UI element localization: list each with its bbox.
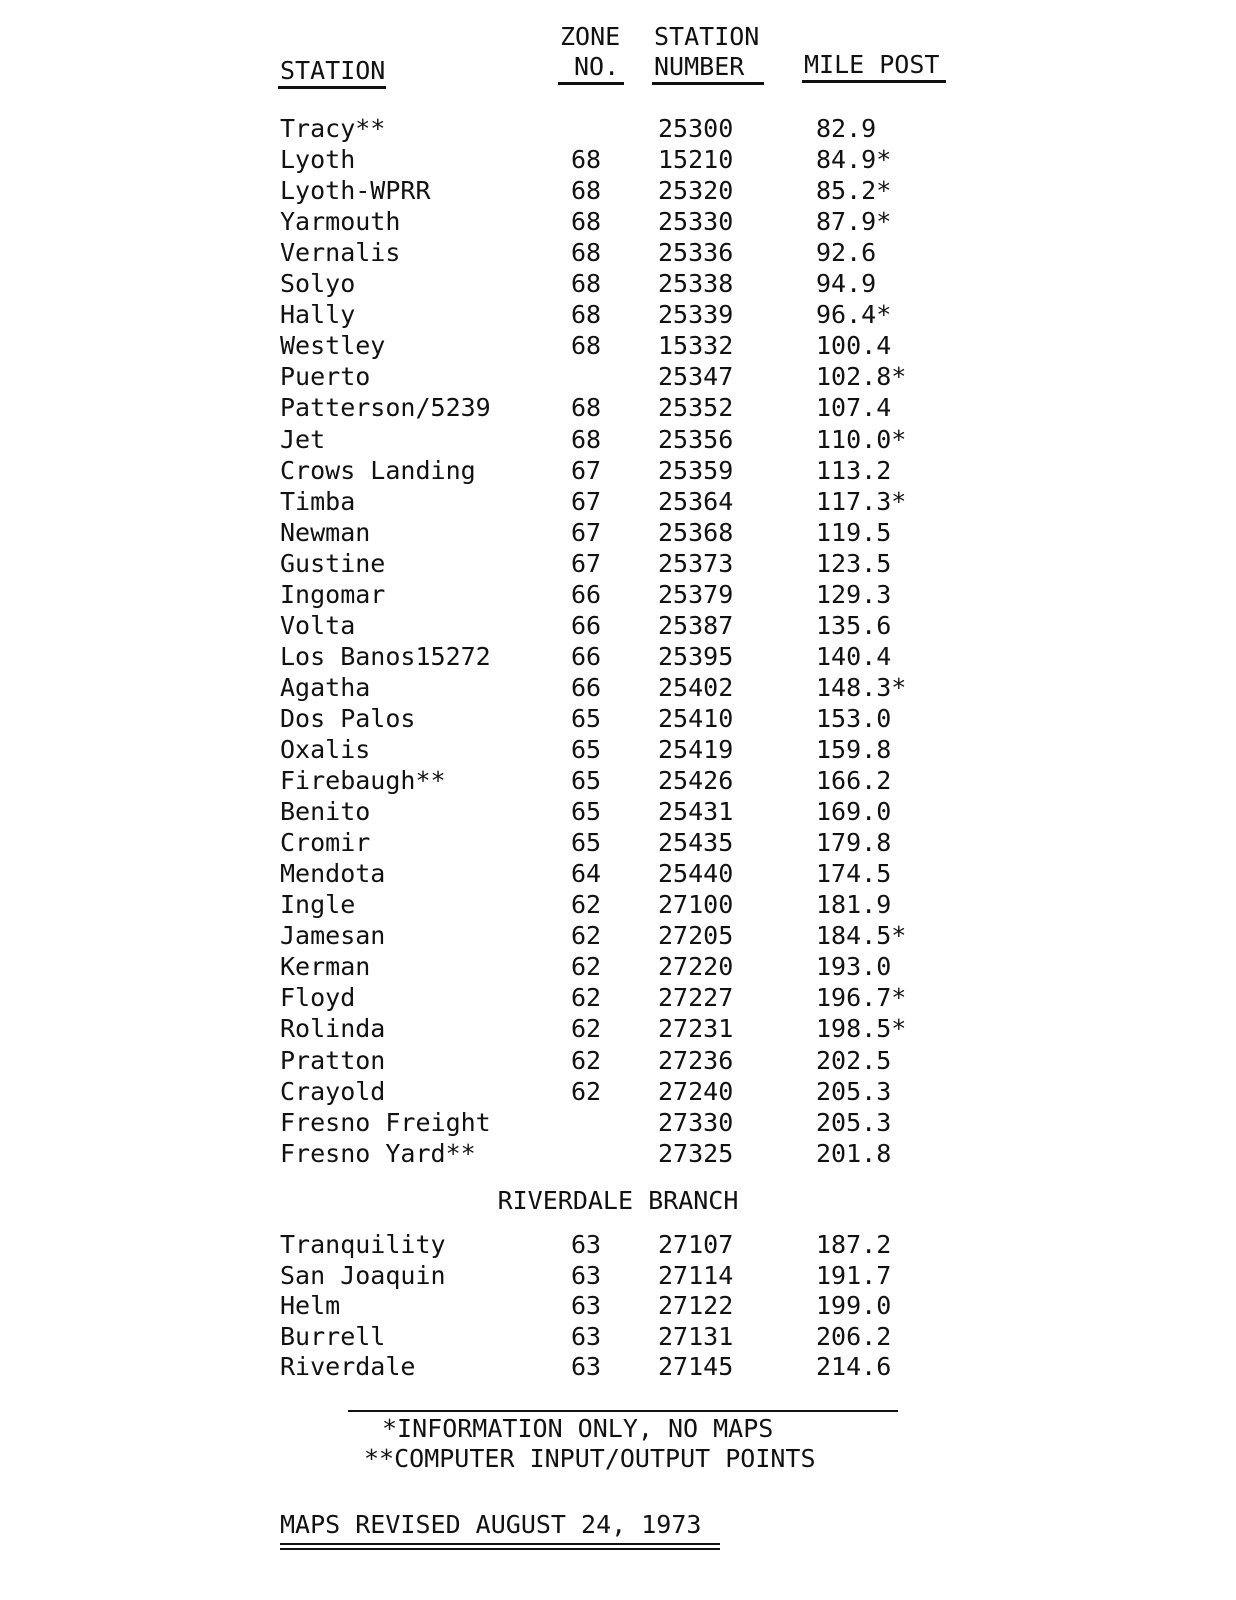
table-row [0,1351,1236,1382]
mile-post: 119.5 [816,517,892,547]
station-number: 25379 [658,579,734,609]
station-name: Jamesan [280,921,386,951]
station-name: Riverdale [280,1352,416,1382]
mile-post: 87.9* [816,207,892,237]
table-row [0,486,1236,517]
mile-post: 94.9 [816,269,877,299]
table-row [0,1321,1236,1352]
table-row [0,1107,1236,1138]
station-number: 25410 [658,703,734,733]
zone-number: 63 [570,1321,602,1351]
station-number: 25336 [658,238,734,268]
station-name: Agatha [280,672,371,702]
station-name: Jet [280,424,326,454]
mile-post: 205.3 [816,1107,892,1137]
station-number: 25387 [658,610,734,640]
station-number: 25352 [658,393,734,423]
station-name: Pratton [280,1045,386,1075]
mile-post: 193.0 [816,952,892,982]
header-station-underline [278,86,386,89]
station-number: 27122 [658,1291,734,1321]
station-number: 27107 [658,1230,734,1259]
zone-number: 68 [570,269,602,299]
zone-number: 67 [570,517,602,547]
mile-post: 199.0 [816,1291,892,1321]
header-mile-underline [802,80,946,83]
zone-number: 66 [570,610,602,640]
zone-number: 65 [570,797,602,827]
station-name: Los Banos15272 [280,641,491,671]
station-name: Firebaugh** [280,766,446,796]
zone-number: 63 [570,1352,602,1382]
table-row [0,920,1236,951]
station-name: Yarmouth [280,207,401,237]
mile-post: 214.6 [816,1352,892,1382]
station-number: 27325 [658,1138,734,1168]
station-name: Patterson/5239 [280,393,491,423]
station-number: 25356 [658,424,734,454]
station-number: 27236 [658,1045,734,1075]
station-name: Lyoth [280,145,356,175]
header-mile-post: MILE POST [804,50,940,79]
table-row [0,175,1236,206]
header-zone-underline [558,82,624,85]
table-row [0,982,1236,1013]
maps-revised-date: MAPS REVISED AUGUST 24, 1973 [280,1510,702,1539]
station-name: Rolinda [280,1014,386,1044]
station-number: 25431 [658,797,734,827]
station-name: San Joaquin [280,1260,446,1290]
station-number: 25338 [658,269,734,299]
mile-post: 84.9* [816,145,892,175]
zone-number: 66 [570,672,602,702]
zone-number: 62 [570,1014,602,1044]
station-name: Oxalis [280,735,371,764]
branch-title: RIVERDALE BRANCH [497,1186,739,1215]
mile-post: 166.2 [816,766,892,796]
table-row [0,1229,1236,1260]
zone-number: 62 [570,983,602,1013]
station-name: Westley [280,331,386,361]
station-name: Kerman [280,952,371,982]
station-number: 25300 [658,114,734,143]
table-row [0,579,1236,610]
mile-post: 191.7 [816,1260,892,1290]
mile-post: 135.6 [816,610,892,640]
zone-number: 66 [570,579,602,609]
station-name: Vernalis [280,238,401,268]
table-row [0,1260,1236,1291]
station-name: Benito [280,797,371,827]
station-number: 15210 [658,145,734,175]
mile-post: 123.5 [816,548,892,578]
station-name: Solyo [280,269,356,299]
station-name: Mendota [280,859,386,889]
table-row [0,206,1236,237]
table-row [0,827,1236,858]
zone-number: 62 [570,921,602,951]
zone-number: 65 [570,828,602,858]
zone-number: 63 [570,1230,602,1259]
station-name: Puerto [280,362,371,392]
table-row [0,517,1236,548]
station-name: Timba [280,486,356,516]
station-number: 25330 [658,207,734,237]
mile-post: 198.5* [816,1014,907,1044]
table-row [0,1290,1236,1321]
station-number: 27240 [658,1076,734,1106]
station-name: Newman [280,517,371,547]
zone-number: 62 [570,890,602,920]
mile-post: 159.8 [816,735,892,764]
station-name: Crayold [280,1076,386,1106]
footnote-double-asterisk: **COMPUTER INPUT/OUTPUT POINTS [364,1444,816,1473]
footnote-rule [348,1410,898,1412]
zone-number: 68 [570,424,602,454]
mile-post: 196.7* [816,983,907,1013]
station-name: Dos Palos [280,703,416,733]
station-number: 25402 [658,672,734,702]
header-number-underline [652,82,764,85]
station-name: Burrell [280,1321,386,1351]
zone-number: 67 [570,455,602,485]
station-name: Gustine [280,548,386,578]
table-row [0,1045,1236,1076]
station-number: 25320 [658,176,734,206]
mile-post: 153.0 [816,703,892,733]
mile-post: 129.3 [816,579,892,609]
station-name: Ingomar [280,579,386,609]
station-number: 25339 [658,300,734,330]
mile-post: 179.8 [816,828,892,858]
table-row [0,113,1236,144]
mile-post: 82.9 [816,114,877,143]
station-number: 27231 [658,1014,734,1044]
station-name: Fresno Freight [280,1107,491,1137]
station-number: 27227 [658,983,734,1013]
header-number-line1: STATION [654,22,760,51]
station-number: 27145 [658,1352,734,1382]
station-name: Floyd [280,983,356,1013]
zone-number: 66 [570,641,602,671]
table-row [0,330,1236,361]
zone-number: 68 [570,176,602,206]
station-number: 27100 [658,890,734,920]
station-number: 27330 [658,1107,734,1137]
station-name: Cromir [280,828,371,858]
zone-number: 63 [570,1260,602,1290]
station-number: 27220 [658,952,734,982]
table-row [0,641,1236,672]
table-row [0,392,1236,423]
zone-number: 65 [570,735,602,764]
zone-number: 68 [570,145,602,175]
zone-number: 67 [570,548,602,578]
mile-post: 96.4* [816,300,892,330]
station-number: 15332 [658,331,734,361]
table-row [0,765,1236,796]
station-number: 25347 [658,362,734,392]
station-number: 25440 [658,859,734,889]
table-row [0,424,1236,455]
table-row [0,858,1236,889]
table-row [0,796,1236,827]
zone-number: 67 [570,486,602,516]
revised-underline-top [280,1543,720,1545]
mile-post: 181.9 [816,890,892,920]
station-name: Volta [280,610,356,640]
station-number: 25373 [658,548,734,578]
table-row [0,144,1236,175]
station-name: Helm [280,1291,341,1321]
mile-post: 184.5* [816,921,907,951]
mile-post: 117.3* [816,486,907,516]
table-row [0,672,1236,703]
zone-number: 62 [570,1045,602,1075]
zone-number: 62 [570,952,602,982]
mile-post: 140.4 [816,641,892,671]
station-number: 25364 [658,486,734,516]
mile-post: 187.2 [816,1230,892,1259]
station-number: 27131 [658,1321,734,1351]
mile-post: 174.5 [816,859,892,889]
zone-number: 62 [570,1076,602,1106]
footnote-single-asterisk: *INFORMATION ONLY, NO MAPS [382,1414,774,1443]
table-row [0,455,1236,486]
header-station: STATION [280,56,386,85]
revised-underline-bottom [280,1548,720,1550]
station-number: 25395 [658,641,734,671]
station-name: Tranquility [280,1230,446,1259]
header-number-line2: NUMBER [654,52,745,81]
table-row [0,1076,1236,1107]
table-row [0,889,1236,920]
table-row [0,1013,1236,1044]
table-row [0,734,1236,765]
mile-post: 107.4 [816,393,892,423]
mile-post: 102.8* [816,362,907,392]
table-row [0,548,1236,579]
station-name: Tracy** [280,114,386,143]
zone-number: 68 [570,331,602,361]
table-row [0,703,1236,734]
mile-post: 92.6 [816,238,877,268]
mile-post: 205.3 [816,1076,892,1106]
station-number: 25426 [658,766,734,796]
zone-number: 64 [570,859,602,889]
zone-number: 63 [570,1291,602,1321]
station-number: 25435 [658,828,734,858]
table-row [0,268,1236,299]
station-name: Ingle [280,890,356,920]
station-number: 27205 [658,921,734,951]
zone-number: 68 [570,238,602,268]
header-zone-line1: ZONE [560,22,621,51]
zone-number: 68 [570,300,602,330]
zone-number: 68 [570,393,602,423]
station-number: 25419 [658,735,734,764]
mile-post: 202.5 [816,1045,892,1075]
mile-post: 148.3* [816,672,907,702]
table-row [0,361,1236,392]
mile-post: 85.2* [816,176,892,206]
mile-post: 110.0* [816,424,907,454]
table-row [0,1138,1236,1169]
station-number: 27114 [658,1260,734,1290]
station-number: 25359 [658,455,734,485]
table-row [0,610,1236,641]
zone-number: 65 [570,703,602,733]
zone-number: 68 [570,207,602,237]
station-name: Fresno Yard** [280,1138,476,1168]
mile-post: 169.0 [816,797,892,827]
station-number: 25368 [658,517,734,547]
table-row [0,951,1236,982]
zone-number: 65 [570,766,602,796]
mile-post: 206.2 [816,1321,892,1351]
table-row [0,237,1236,268]
header-zone-line2: NO. [574,52,620,81]
station-name: Hally [280,300,356,330]
table-row [0,299,1236,330]
station-name: Crows Landing [280,455,476,485]
mile-post: 201.8 [816,1138,892,1168]
mile-post: 100.4 [816,331,892,361]
station-name: Lyoth-WPRR [280,176,431,206]
mile-post: 113.2 [816,455,892,485]
